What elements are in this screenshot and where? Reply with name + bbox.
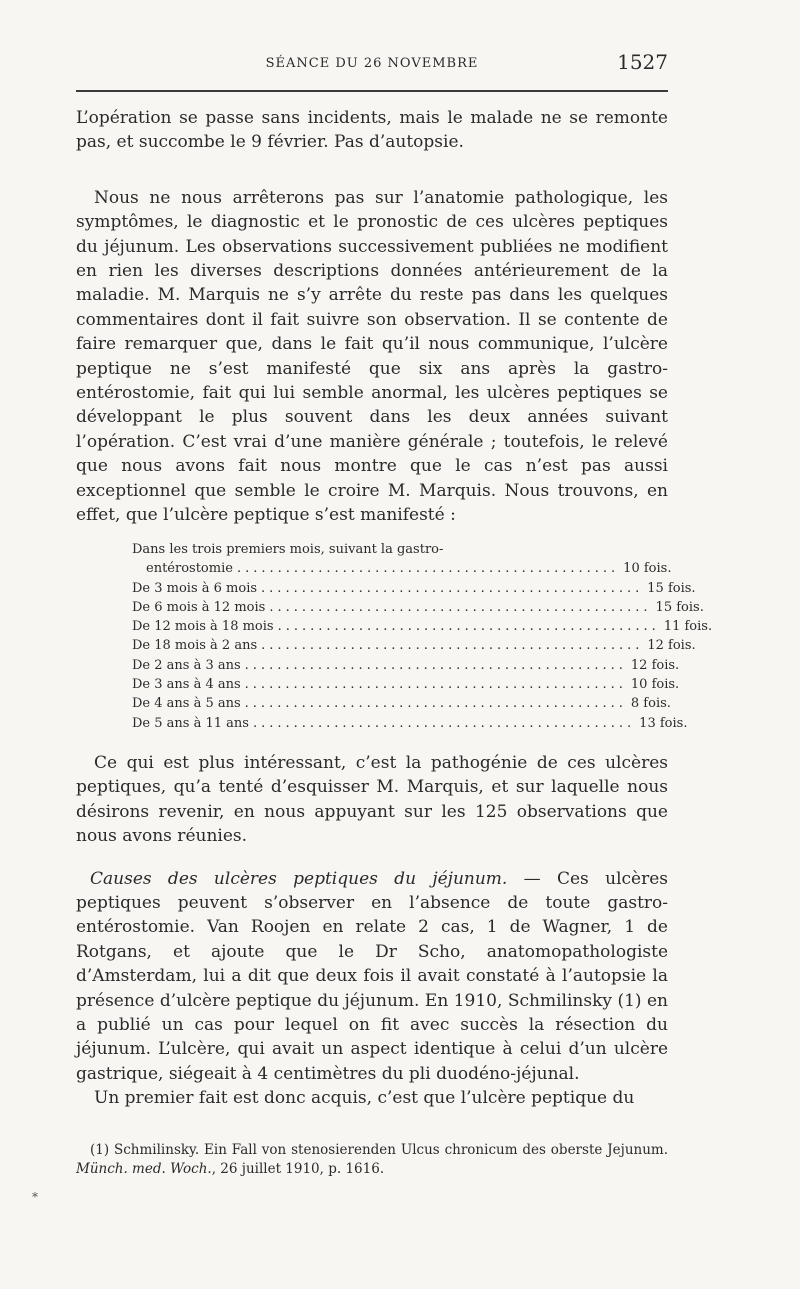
- page: [76, 40, 713, 1180]
- stats-row-label: De 3 ans à 4 ans: [132, 676, 241, 692]
- stats-row-label: De 2 ans à 3 ans: [132, 657, 241, 673]
- stats-row-count: 8 fois.: [630, 696, 671, 712]
- footnote-journal: Münch. med. Woch.: [76, 1161, 212, 1178]
- paragraph-4: [76, 867, 668, 1087]
- paragraph-5: Un premier fait est donc acquis, c’est que l’ulcère peptique du: [94, 1088, 635, 1109]
- stats-row: [132, 675, 680, 694]
- section-title: Causes des ulcères peptiques du jéjunum.: [90, 868, 508, 889]
- leader-dots: ...............................................: [252, 715, 636, 731]
- footnote-text: (1) Schmilinsky. Ein Fall von stenosierenden Ulcus chronicum des oberste Jejunum.: [90, 1141, 668, 1158]
- stats-row: [132, 636, 696, 655]
- stats-row: [132, 617, 713, 636]
- stats-row-label: entérostomie: [146, 561, 233, 576]
- stats-row-label: De 3 mois à 6 mois: [132, 580, 258, 596]
- stats-intro: Dans les trois premiers mois, suivant la gastro-: [132, 541, 444, 557]
- leader-dots: ...............................................: [236, 561, 620, 576]
- stats-row: [132, 579, 696, 598]
- paragraph-1: L’opération se passe sans incidents, mais le malade ne se remonte pas, et succombe le 9 février. Pas d’autopsie.: [76, 108, 668, 153]
- stats-row: [132, 694, 671, 713]
- stats-row-count: 15 fois.: [655, 599, 704, 615]
- stats-row-label: De 5 ans à 11 ans: [132, 715, 249, 731]
- stats-row: [132, 598, 704, 617]
- leader-dots: ...............................................: [261, 638, 644, 654]
- paragraph-2: Nous ne nous arrêterons pas sur l’anatomie pathologique, les symptômes, le diagnostic et le pronostic de ces ulcères peptiques du jéjunum. Les observations successivement publiées ne modifient en rien les diverses descriptions données antérieurement de la maladie. M. Marquis ne s’y arrête du reste pas dans les quelques commentaires dont il fait suivre son observation. Il se contente de faire remarquer que, dans le fait qu’il nous communique, l’ulcère peptique ne s’est manifesté que six ans après la gastro-entérostomie, fait qui lui semble anormal, les ulcères peptiques se développant le plus souvent dans les deux années suivant l’opération. C’est vrai d’une manière générale ; toutefois, le relevé que nous avons fait nous montre que le cas n’est pas aussi exceptionnel que semble le croire M. Marquis. Nous trouvons, en effet, que l’ulcère peptique s’est manifesté :: [76, 187, 668, 526]
- page-header: [76, 40, 668, 92]
- stats-row: [132, 656, 680, 675]
- stats-row-count: 15 fois.: [647, 580, 696, 596]
- leader-dots: ...............................................: [244, 696, 627, 712]
- stats-row-count: 11 fois.: [663, 619, 713, 635]
- paragraph-3: Ce qui est plus intéressant, c’est la pathogénie de ces ulcères peptiques, qu’a tenté d’esquisser M. Marquis, et sur laquelle nous désirons revenir, en nous appuyant sur les 125 observations que nous avons réunies.: [76, 752, 668, 847]
- section-body: — Ces ulcères peptiques peuvent s’observer en l’absence de toute gastro-entérostomie. Van Roojen en relate 2 cas, 1 de Wagner, 1 de Rotgans, et ajoute que le Dr Scho, anatomopathologiste d’Amsterdam, lui a dit que deux fois il avait constaté à l’autopsie la présence d’ulcère peptique du jéjunum. En 1910, Schmilinsky (1) en a publié un cas pour lequel on fit avec succès la résection du jéjunum. L’ulcère, qui avait un aspect identique à celui d’un ulcère gastrique, siégeait à 4 centimètres du pli duodéno-jéjunal.: [76, 868, 668, 1084]
- margin-mark: *: [32, 1190, 38, 1204]
- leader-dots: ...............................................: [261, 580, 644, 596]
- page-number: 1527: [617, 50, 668, 74]
- stats-row-label: De 6 mois à 12 mois: [132, 599, 266, 615]
- stats-row-count: 12 fois.: [647, 638, 696, 654]
- stats-row-count: 10 fois.: [630, 676, 680, 692]
- leader-dots: ...............................................: [269, 599, 652, 615]
- stats-row-count: 12 fois.: [630, 657, 680, 673]
- statistics-table: [132, 540, 713, 733]
- leader-dots: ...............................................: [244, 676, 627, 692]
- stats-row-first: [132, 559, 672, 579]
- stats-row-count: 13 fois.: [639, 715, 688, 731]
- stats-row: [132, 714, 688, 733]
- leader-dots: ...............................................: [244, 657, 627, 673]
- stats-row-label: De 18 mois à 2 ans: [132, 638, 258, 654]
- leader-dots: ...............................................: [277, 619, 660, 635]
- stats-rows: [132, 579, 713, 733]
- footnote-tail: , 26 juillet 1910, p. 1616.: [211, 1161, 385, 1178]
- stats-row-count: 10 fois.: [623, 561, 672, 576]
- stats-row-label: De 12 mois à 18 mois: [132, 619, 274, 635]
- stats-row-label: De 4 ans à 5 ans: [132, 696, 241, 712]
- running-title: SÉANCE DU 26 NOVEMBRE: [265, 56, 479, 71]
- footnote: [76, 1141, 668, 1180]
